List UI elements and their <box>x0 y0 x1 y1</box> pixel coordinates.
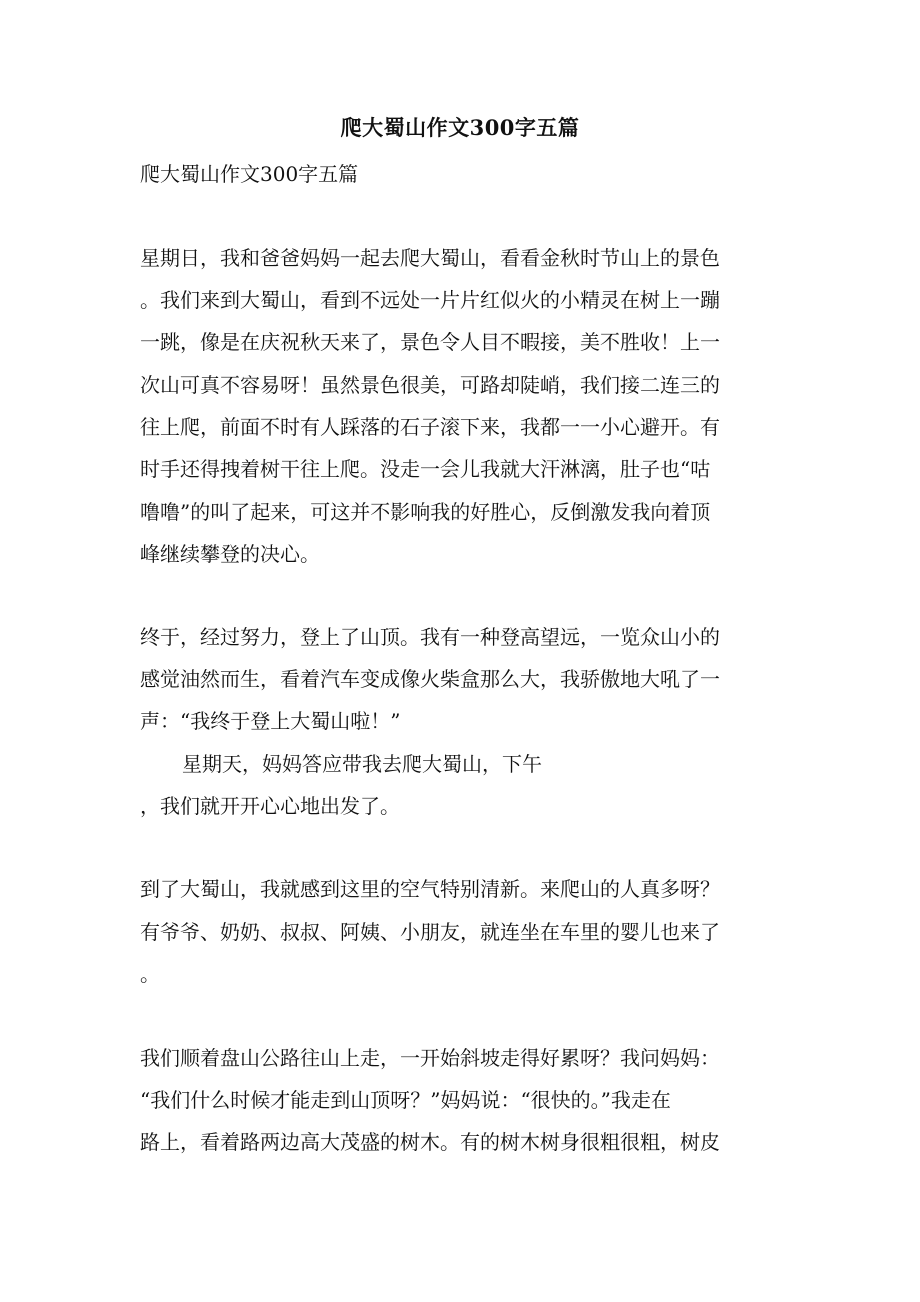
paragraph-3-line-2: ，我们就开开心心地出发了。 <box>140 794 400 818</box>
paragraph-1-line-2: 。我们来到大蜀山，看到不远处一片片红似火的小精灵在树上一蹦 <box>140 288 720 312</box>
paragraph-1-line-5: 往上爬，前面不时有人踩落的石子滚下来，我都一一小心避开。有 <box>140 415 720 439</box>
paragraph-4-line-2: 有爷爷、奶奶、叔叔、阿姨、小朋友，就连坐在车里的婴儿也来了 <box>140 920 720 944</box>
paragraph-2-line-1: 终于，经过努力，登上了山顶。我有一种登高望远，一览众山小的 <box>140 625 720 649</box>
paragraph-4-line-1: 到了大蜀山，我就感到这里的空气特别清新。来爬山的人真多呀？ <box>140 877 720 901</box>
paragraph-1-line-6: 时手还得拽着树干往上爬。没走一会儿我就大汗淋漓，肚子也“咕 <box>140 457 711 481</box>
paragraph-1-line-8: 峰继续攀登的决心。 <box>140 542 320 566</box>
paragraph-5-line-1: 我们顺着盘山公路往山上走，一开始斜坡走得好累呀？我问妈妈： <box>140 1046 720 1070</box>
document-subtitle: 爬大蜀山作文300字五篇 <box>140 162 359 186</box>
document-title: 爬大蜀山作文300字五篇 <box>340 115 580 140</box>
paragraph-4-line-3: 。 <box>140 962 160 986</box>
paragraph-1-line-4: 次山可真不容易呀！虽然景色很美，可路却陡峭，我们接二连三的 <box>140 373 720 397</box>
paragraph-1-line-3: 一跳，像是在庆祝秋天来了，景色令人目不暇接，美不胜收！上一 <box>140 330 720 354</box>
paragraph-5-line-2: “我们什么时候才能走到山顶呀？”妈妈说：“很快的。”我走在 <box>140 1088 671 1112</box>
paragraph-2-line-3: 声：“我终于登上大蜀山啦！” <box>140 709 401 733</box>
paragraph-1-line-7: 噜噜”的叫了起来，可这并不影响我的好胜心，反倒激发我向着顶 <box>140 500 711 524</box>
paragraph-2-line-2: 感觉油然而生，看着汽车变成像火柴盒那么大，我骄傲地大吼了一 <box>140 667 720 691</box>
paragraph-3-line-1: 星期天，妈妈答应带我去爬大蜀山，下午 <box>182 752 542 776</box>
paragraph-1-line-1: 星期日，我和爸爸妈妈一起去爬大蜀山，看看金秋时节山上的景色 <box>140 246 720 270</box>
paragraph-5-line-3: 路上，看着路两边高大茂盛的树木。有的树木树身很粗很粗，树皮 <box>140 1130 720 1154</box>
